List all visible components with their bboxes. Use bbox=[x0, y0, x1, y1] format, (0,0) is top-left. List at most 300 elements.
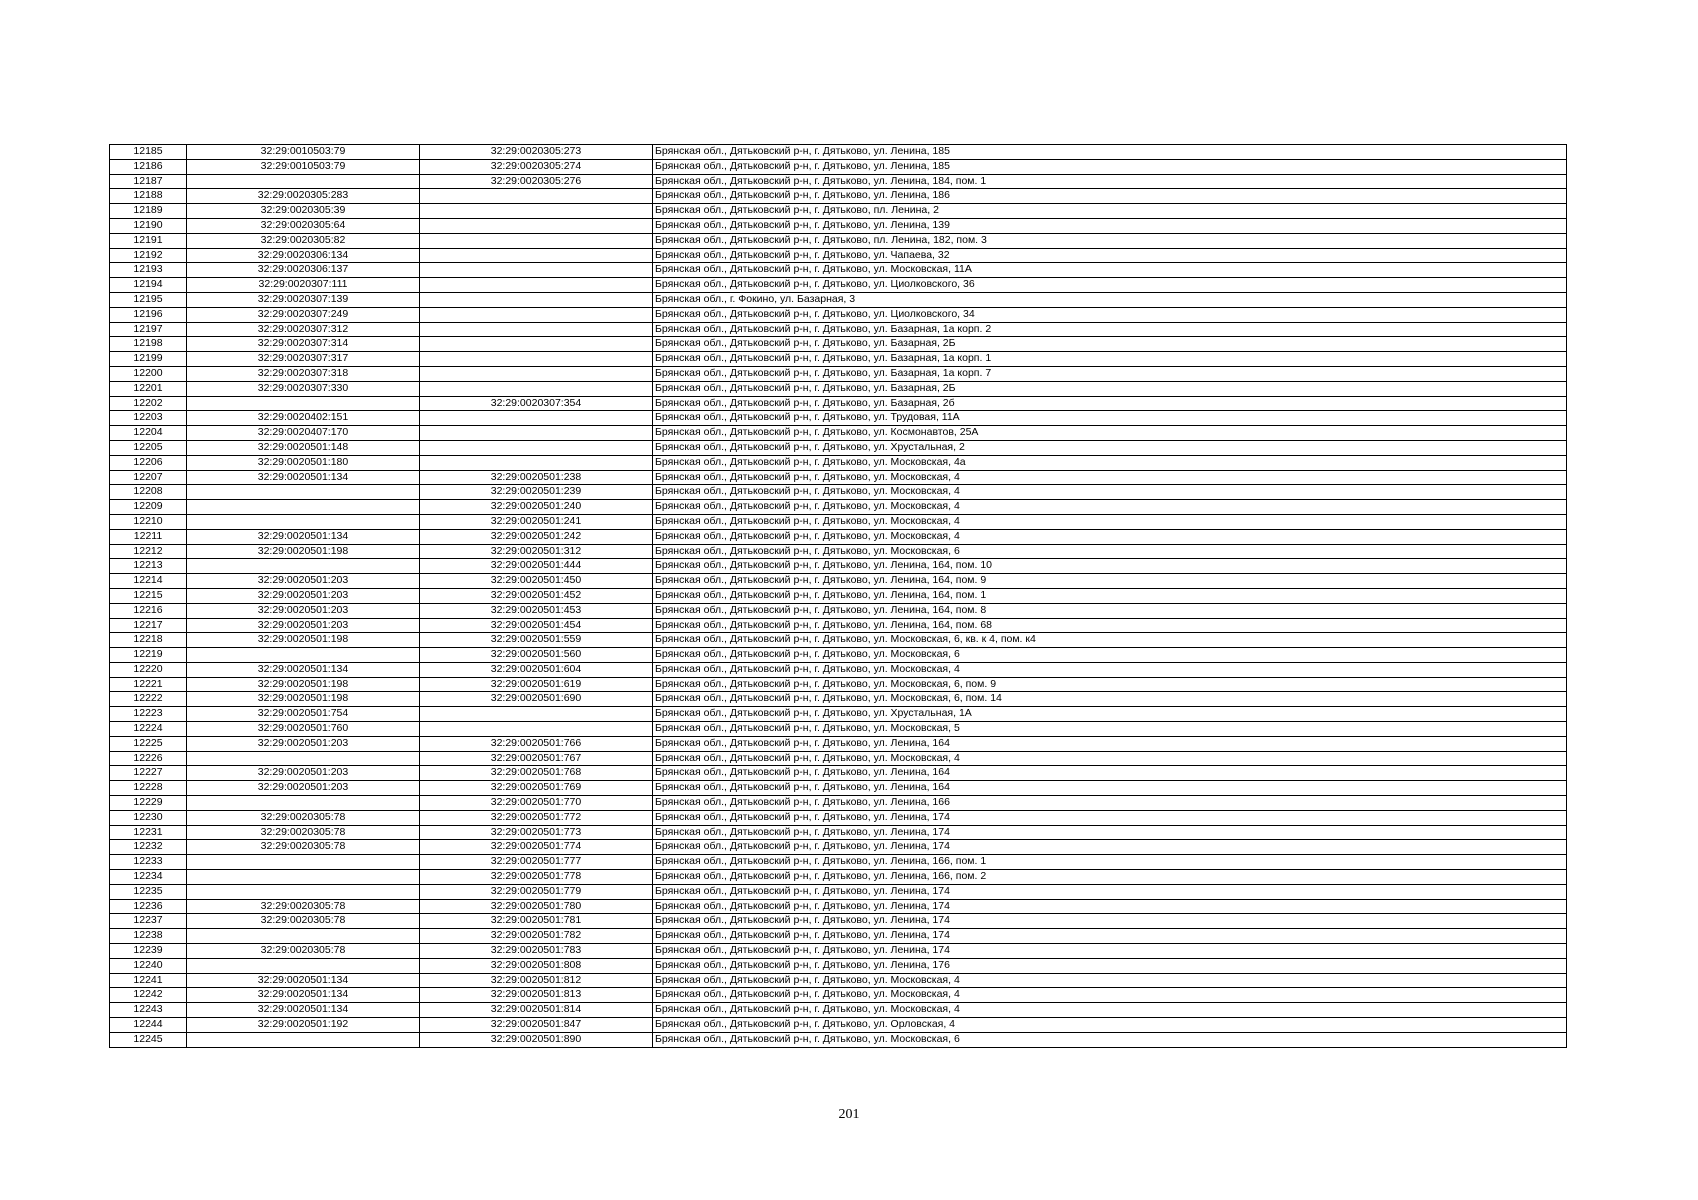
table-row bbox=[110, 485, 1567, 500]
address-cell: Брянская обл., Дятьковский р-н, г. Дятьково, ул. Московская, 4 bbox=[653, 500, 1567, 515]
table-row bbox=[110, 307, 1567, 322]
object-cadastral-number-cell: 32:29:0020501:240 bbox=[420, 500, 653, 515]
table-row bbox=[110, 603, 1567, 618]
land-cadastral-number-cell: 32:29:0020501:134 bbox=[187, 1003, 420, 1018]
table-row bbox=[110, 263, 1567, 278]
address-cell: Брянская обл., Дятьковский р-н, г. Дятьково, ул. Ленина, 139 bbox=[653, 218, 1567, 233]
table-row bbox=[110, 633, 1567, 648]
land-cadastral-number-cell: 32:29:0020307:318 bbox=[187, 366, 420, 381]
object-cadastral-number-cell: 32:29:0020501:781 bbox=[420, 914, 653, 929]
land-cadastral-number-cell: 32:29:0020305:78 bbox=[187, 944, 420, 959]
table-row bbox=[110, 292, 1567, 307]
land-cadastral-number-cell: 32:29:0020307:314 bbox=[187, 337, 420, 352]
table-row bbox=[110, 381, 1567, 396]
land-cadastral-number-cell: 32:29:0020307:111 bbox=[187, 278, 420, 293]
table-row bbox=[110, 218, 1567, 233]
address-cell: Брянская обл., Дятьковский р-н, г. Дятьково, ул. Ленина, 174 bbox=[653, 899, 1567, 914]
land-cadastral-number-cell bbox=[187, 396, 420, 411]
object-cadastral-number-cell: 32:29:0020501:779 bbox=[420, 884, 653, 899]
table-row bbox=[110, 440, 1567, 455]
address-cell: Брянская обл., Дятьковский р-н, г. Дятьково, пл. Ленина, 2 bbox=[653, 204, 1567, 219]
address-cell: Брянская обл., Дятьковский р-н, г. Дятьково, ул. Трудовая, 11А bbox=[653, 411, 1567, 426]
object-cadastral-number-cell bbox=[420, 292, 653, 307]
land-cadastral-number-cell: 32:29:0020306:137 bbox=[187, 263, 420, 278]
table-row bbox=[110, 692, 1567, 707]
table-row bbox=[110, 322, 1567, 337]
object-cadastral-number-cell bbox=[420, 189, 653, 204]
address-cell: Брянская обл., Дятьковский р-н, г. Дятьково, ул. Хрустальная, 2 bbox=[653, 440, 1567, 455]
object-cadastral-number-cell bbox=[420, 411, 653, 426]
land-cadastral-number-cell: 32:29:0020501:148 bbox=[187, 440, 420, 455]
land-cadastral-number-cell: 32:29:0020501:180 bbox=[187, 455, 420, 470]
row-number-cell: 12186 bbox=[110, 159, 187, 174]
row-number-cell: 12242 bbox=[110, 988, 187, 1003]
address-cell: Брянская обл., Дятьковский р-н, г. Дятьково, ул. Базарная, 1а корп. 7 bbox=[653, 366, 1567, 381]
table-row bbox=[110, 233, 1567, 248]
address-cell: Брянская обл., Дятьковский р-н, г. Дятьково, ул. Ленина, 174 bbox=[653, 840, 1567, 855]
row-number-cell: 12215 bbox=[110, 588, 187, 603]
table-row bbox=[110, 736, 1567, 751]
object-cadastral-number-cell: 32:29:0020501:812 bbox=[420, 973, 653, 988]
address-cell: Брянская обл., Дятьковский р-н, г. Дятьково, ул. Московская, 6, пом. 9 bbox=[653, 677, 1567, 692]
table-row bbox=[110, 396, 1567, 411]
address-cell: Брянская обл., Дятьковский р-н, г. Дятьково, ул. Базарная, 2Б bbox=[653, 337, 1567, 352]
row-number-cell: 12232 bbox=[110, 840, 187, 855]
object-cadastral-number-cell: 32:29:0020501:690 bbox=[420, 692, 653, 707]
address-cell: Брянская обл., Дятьковский р-н, г. Дятьково, ул. Московская, 4 bbox=[653, 470, 1567, 485]
land-cadastral-number-cell bbox=[187, 751, 420, 766]
row-number-cell: 12220 bbox=[110, 662, 187, 677]
table-row bbox=[110, 352, 1567, 367]
table-row bbox=[110, 825, 1567, 840]
object-cadastral-number-cell: 32:29:0020501:241 bbox=[420, 514, 653, 529]
row-number-cell: 12187 bbox=[110, 174, 187, 189]
address-cell: Брянская обл., Дятьковский р-н, г. Дятьково, ул. Московская, 6 bbox=[653, 544, 1567, 559]
land-cadastral-number-cell: 32:29:0020305:283 bbox=[187, 189, 420, 204]
table-row bbox=[110, 470, 1567, 485]
row-number-cell: 12226 bbox=[110, 751, 187, 766]
address-cell: Брянская обл., Дятьковский р-н, г. Дятьково, ул. Московская, 6 bbox=[653, 1032, 1567, 1047]
address-cell: Брянская обл., Дятьковский р-н, г. Дятьково, ул. Ленина, 164, пом. 68 bbox=[653, 618, 1567, 633]
row-number-cell: 12233 bbox=[110, 855, 187, 870]
address-cell: Брянская обл., Дятьковский р-н, г. Дятьково, ул. Московская, 4 bbox=[653, 1003, 1567, 1018]
row-number-cell: 12200 bbox=[110, 366, 187, 381]
address-cell: Брянская обл., Дятьковский р-н, г. Дятьково, ул. Ленина, 166 bbox=[653, 796, 1567, 811]
object-cadastral-number-cell: 32:29:0020501:768 bbox=[420, 766, 653, 781]
object-cadastral-number-cell: 32:29:0020501:450 bbox=[420, 574, 653, 589]
row-number-cell: 12203 bbox=[110, 411, 187, 426]
address-cell: Брянская обл., Дятьковский р-н, г. Дятьково, ул. Ленина, 164, пом. 1 bbox=[653, 588, 1567, 603]
land-cadastral-number-cell bbox=[187, 929, 420, 944]
land-cadastral-number-cell bbox=[187, 514, 420, 529]
table-row bbox=[110, 278, 1567, 293]
land-cadastral-number-cell: 32:29:0020501:134 bbox=[187, 662, 420, 677]
object-cadastral-number-cell: 32:29:0020305:274 bbox=[420, 159, 653, 174]
row-number-cell: 12237 bbox=[110, 914, 187, 929]
object-cadastral-number-cell: 32:29:0020501:453 bbox=[420, 603, 653, 618]
land-cadastral-number-cell bbox=[187, 500, 420, 515]
address-cell: Брянская обл., Дятьковский р-н, г. Дятьково, ул. Ленина, 185 bbox=[653, 159, 1567, 174]
object-cadastral-number-cell bbox=[420, 352, 653, 367]
row-number-cell: 12198 bbox=[110, 337, 187, 352]
table-row bbox=[110, 662, 1567, 677]
address-cell: Брянская обл., Дятьковский р-н, г. Дятьково, ул. Ленина, 164 bbox=[653, 736, 1567, 751]
row-number-cell: 12211 bbox=[110, 529, 187, 544]
land-cadastral-number-cell: 32:29:0020305:78 bbox=[187, 914, 420, 929]
register-table-body bbox=[110, 145, 1567, 1048]
address-cell: Брянская обл., Дятьковский р-н, г. Дятьково, пл. Ленина, 182, пом. 3 bbox=[653, 233, 1567, 248]
object-cadastral-number-cell: 32:29:0020501:780 bbox=[420, 899, 653, 914]
object-cadastral-number-cell bbox=[420, 233, 653, 248]
object-cadastral-number-cell bbox=[420, 263, 653, 278]
address-cell: Брянская обл., Дятьковский р-н, г. Дятьково, ул. Московская, 4 bbox=[653, 973, 1567, 988]
address-cell: Брянская обл., Дятьковский р-н, г. Дятьково, ул. Московская, 6, кв. к 4, пом. к4 bbox=[653, 633, 1567, 648]
land-cadastral-number-cell: 32:29:0020306:134 bbox=[187, 248, 420, 263]
address-cell: Брянская обл., Дятьковский р-н, г. Дятьково, ул. Хрустальная, 1А bbox=[653, 707, 1567, 722]
row-number-cell: 12240 bbox=[110, 958, 187, 973]
row-number-cell: 12202 bbox=[110, 396, 187, 411]
address-cell: Брянская обл., Дятьковский р-н, г. Дятьково, ул. Ленина, 186 bbox=[653, 189, 1567, 204]
table-row bbox=[110, 366, 1567, 381]
land-cadastral-number-cell: 32:29:0020305:78 bbox=[187, 825, 420, 840]
table-row bbox=[110, 1003, 1567, 1018]
land-cadastral-number-cell: 32:29:0020501:134 bbox=[187, 529, 420, 544]
address-cell: Брянская обл., Дятьковский р-н, г. Дятьково, ул. Московская, 4 bbox=[653, 514, 1567, 529]
table-row bbox=[110, 751, 1567, 766]
row-number-cell: 12191 bbox=[110, 233, 187, 248]
object-cadastral-number-cell bbox=[420, 278, 653, 293]
land-cadastral-number-cell: 32:29:0020305:78 bbox=[187, 899, 420, 914]
land-cadastral-number-cell bbox=[187, 796, 420, 811]
land-cadastral-number-cell bbox=[187, 855, 420, 870]
row-number-cell: 12234 bbox=[110, 870, 187, 885]
land-cadastral-number-cell: 32:29:0010503:79 bbox=[187, 159, 420, 174]
land-cadastral-number-cell bbox=[187, 1032, 420, 1047]
object-cadastral-number-cell: 32:29:0020501:239 bbox=[420, 485, 653, 500]
object-cadastral-number-cell bbox=[420, 440, 653, 455]
land-cadastral-number-cell: 32:29:0020501:760 bbox=[187, 722, 420, 737]
row-number-cell: 12241 bbox=[110, 973, 187, 988]
row-number-cell: 12219 bbox=[110, 648, 187, 663]
table-row bbox=[110, 796, 1567, 811]
register-table bbox=[109, 144, 1567, 1048]
object-cadastral-number-cell: 32:29:0020501:770 bbox=[420, 796, 653, 811]
land-cadastral-number-cell: 32:29:0020305:39 bbox=[187, 204, 420, 219]
table-row bbox=[110, 722, 1567, 737]
table-row bbox=[110, 870, 1567, 885]
address-cell: Брянская обл., Дятьковский р-н, г. Дятьково, ул. Ленина, 164 bbox=[653, 781, 1567, 796]
object-cadastral-number-cell: 32:29:0020501:777 bbox=[420, 855, 653, 870]
table-row bbox=[110, 781, 1567, 796]
object-cadastral-number-cell bbox=[420, 426, 653, 441]
row-number-cell: 12217 bbox=[110, 618, 187, 633]
row-number-cell: 12209 bbox=[110, 500, 187, 515]
address-cell: Брянская обл., Дятьковский р-н, г. Дятьково, ул. Ленина, 164, пом. 8 bbox=[653, 603, 1567, 618]
land-cadastral-number-cell: 32:29:0020501:203 bbox=[187, 618, 420, 633]
row-number-cell: 12204 bbox=[110, 426, 187, 441]
object-cadastral-number-cell bbox=[420, 722, 653, 737]
address-cell: Брянская обл., Дятьковский р-н, г. Дятьково, ул. Московская, 4 bbox=[653, 529, 1567, 544]
land-cadastral-number-cell: 32:29:0020407:170 bbox=[187, 426, 420, 441]
row-number-cell: 12214 bbox=[110, 574, 187, 589]
row-number-cell: 12194 bbox=[110, 278, 187, 293]
row-number-cell: 12227 bbox=[110, 766, 187, 781]
table-row bbox=[110, 455, 1567, 470]
row-number-cell: 12218 bbox=[110, 633, 187, 648]
object-cadastral-number-cell bbox=[420, 322, 653, 337]
object-cadastral-number-cell bbox=[420, 337, 653, 352]
row-number-cell: 12206 bbox=[110, 455, 187, 470]
table-row bbox=[110, 648, 1567, 663]
table-row bbox=[110, 677, 1567, 692]
row-number-cell: 12245 bbox=[110, 1032, 187, 1047]
address-cell: Брянская обл., Дятьковский р-н, г. Дятьково, ул. Московская, 6, пом. 14 bbox=[653, 692, 1567, 707]
address-cell: Брянская обл., Дятьковский р-н, г. Дятьково, ул. Московская, 4 bbox=[653, 485, 1567, 500]
row-number-cell: 12221 bbox=[110, 677, 187, 692]
object-cadastral-number-cell bbox=[420, 307, 653, 322]
address-cell: Брянская обл., Дятьковский р-н, г. Дятьково, ул. Московская, 4а bbox=[653, 455, 1567, 470]
table-row bbox=[110, 174, 1567, 189]
table-row bbox=[110, 189, 1567, 204]
row-number-cell: 12224 bbox=[110, 722, 187, 737]
land-cadastral-number-cell: 32:29:0020307:312 bbox=[187, 322, 420, 337]
address-cell: Брянская обл., Дятьковский р-н, г. Дятьково, ул. Московская, 4 bbox=[653, 751, 1567, 766]
table-row bbox=[110, 618, 1567, 633]
table-row bbox=[110, 426, 1567, 441]
table-row bbox=[110, 559, 1567, 574]
table-row bbox=[110, 159, 1567, 174]
land-cadastral-number-cell: 32:29:0020501:198 bbox=[187, 692, 420, 707]
row-number-cell: 12223 bbox=[110, 707, 187, 722]
row-number-cell: 12188 bbox=[110, 189, 187, 204]
object-cadastral-number-cell: 32:29:0020501:560 bbox=[420, 648, 653, 663]
address-cell: Брянская обл., Дятьковский р-н, г. Дятьково, ул. Орловская, 4 bbox=[653, 1018, 1567, 1033]
address-cell: Брянская обл., Дятьковский р-н, г. Дятьково, ул. Ленина, 174 bbox=[653, 944, 1567, 959]
address-cell: Брянская обл., Дятьковский р-н, г. Дятьково, ул. Ленина, 185 bbox=[653, 145, 1567, 160]
page-number: 201 bbox=[838, 1107, 860, 1122]
row-number-cell: 12195 bbox=[110, 292, 187, 307]
object-cadastral-number-cell: 32:29:0020501:774 bbox=[420, 840, 653, 855]
address-cell: Брянская обл., Дятьковский р-н, г. Дятьково, ул. Ленина, 174 bbox=[653, 914, 1567, 929]
object-cadastral-number-cell: 32:29:0020501:452 bbox=[420, 588, 653, 603]
address-cell: Брянская обл., Дятьковский р-н, г. Дятьково, ул. Ленина, 176 bbox=[653, 958, 1567, 973]
object-cadastral-number-cell: 32:29:0020307:354 bbox=[420, 396, 653, 411]
address-cell: Брянская обл., Дятьковский р-н, г. Дятьково, ул. Ленина, 164 bbox=[653, 766, 1567, 781]
land-cadastral-number-cell: 32:29:0020305:82 bbox=[187, 233, 420, 248]
address-cell: Брянская обл., Дятьковский р-н, г. Дятьково, ул. Космонавтов, 25А bbox=[653, 426, 1567, 441]
land-cadastral-number-cell: 32:29:0020501:203 bbox=[187, 588, 420, 603]
row-number-cell: 12196 bbox=[110, 307, 187, 322]
object-cadastral-number-cell: 32:29:0020501:559 bbox=[420, 633, 653, 648]
table-row bbox=[110, 929, 1567, 944]
row-number-cell: 12239 bbox=[110, 944, 187, 959]
object-cadastral-number-cell bbox=[420, 248, 653, 263]
land-cadastral-number-cell: 32:29:0020501:203 bbox=[187, 766, 420, 781]
row-number-cell: 12201 bbox=[110, 381, 187, 396]
row-number-cell: 12190 bbox=[110, 218, 187, 233]
table-row bbox=[110, 766, 1567, 781]
address-cell: Брянская обл., Дятьковский р-н, г. Дятьково, ул. Базарная, 1а корп. 1 bbox=[653, 352, 1567, 367]
object-cadastral-number-cell: 32:29:0020501:847 bbox=[420, 1018, 653, 1033]
object-cadastral-number-cell bbox=[420, 366, 653, 381]
land-cadastral-number-cell: 32:29:0020305:78 bbox=[187, 840, 420, 855]
table-row bbox=[110, 411, 1567, 426]
object-cadastral-number-cell bbox=[420, 204, 653, 219]
table-row bbox=[110, 544, 1567, 559]
object-cadastral-number-cell: 32:29:0020501:454 bbox=[420, 618, 653, 633]
object-cadastral-number-cell: 32:29:0020501:783 bbox=[420, 944, 653, 959]
address-cell: Брянская обл., Дятьковский р-н, г. Дятьково, ул. Базарная, 2б bbox=[653, 396, 1567, 411]
row-number-cell: 12244 bbox=[110, 1018, 187, 1033]
object-cadastral-number-cell: 32:29:0020501:772 bbox=[420, 810, 653, 825]
address-cell: Брянская обл., Дятьковский р-н, г. Дятьково, ул. Циолковского, 34 bbox=[653, 307, 1567, 322]
table-row bbox=[110, 988, 1567, 1003]
row-number-cell: 12235 bbox=[110, 884, 187, 899]
table-row bbox=[110, 944, 1567, 959]
land-cadastral-number-cell bbox=[187, 958, 420, 973]
land-cadastral-number-cell bbox=[187, 884, 420, 899]
address-cell: Брянская обл., Дятьковский р-н, г. Дятьково, ул. Ленина, 166, пом. 2 bbox=[653, 870, 1567, 885]
address-cell: Брянская обл., Дятьковский р-н, г. Дятьково, ул. Московская, 4 bbox=[653, 988, 1567, 1003]
land-cadastral-number-cell: 32:29:0020305:78 bbox=[187, 810, 420, 825]
address-cell: Брянская обл., Дятьковский р-н, г. Дятьково, ул. Ленина, 184, пом. 1 bbox=[653, 174, 1567, 189]
land-cadastral-number-cell: 32:29:0020501:203 bbox=[187, 736, 420, 751]
row-number-cell: 12231 bbox=[110, 825, 187, 840]
table-row bbox=[110, 204, 1567, 219]
table-row bbox=[110, 958, 1567, 973]
row-number-cell: 12205 bbox=[110, 440, 187, 455]
row-number-cell: 12193 bbox=[110, 263, 187, 278]
object-cadastral-number-cell: 32:29:0020501:242 bbox=[420, 529, 653, 544]
land-cadastral-number-cell: 32:29:0020501:192 bbox=[187, 1018, 420, 1033]
address-cell: Брянская обл., Дятьковский р-н, г. Дятьково, ул. Московская, 6 bbox=[653, 648, 1567, 663]
object-cadastral-number-cell: 32:29:0020501:767 bbox=[420, 751, 653, 766]
table-row bbox=[110, 337, 1567, 352]
address-cell: Брянская обл., Дятьковский р-н, г. Дятьково, ул. Базарная, 1а корп. 2 bbox=[653, 322, 1567, 337]
row-number-cell: 12222 bbox=[110, 692, 187, 707]
row-number-cell: 12210 bbox=[110, 514, 187, 529]
table-row bbox=[110, 884, 1567, 899]
table-row bbox=[110, 574, 1567, 589]
land-cadastral-number-cell: 32:29:0020501:198 bbox=[187, 633, 420, 648]
land-cadastral-number-cell bbox=[187, 174, 420, 189]
object-cadastral-number-cell: 32:29:0020305:273 bbox=[420, 145, 653, 160]
address-cell: Брянская обл., Дятьковский р-н, г. Дятьково, ул. Чапаева, 32 bbox=[653, 248, 1567, 263]
table-row bbox=[110, 500, 1567, 515]
row-number-cell: 12228 bbox=[110, 781, 187, 796]
object-cadastral-number-cell: 32:29:0020501:808 bbox=[420, 958, 653, 973]
object-cadastral-number-cell: 32:29:0020501:782 bbox=[420, 929, 653, 944]
address-cell: Брянская обл., Дятьковский р-н, г. Дятьково, ул. Ленина, 174 bbox=[653, 929, 1567, 944]
land-cadastral-number-cell: 32:29:0020307:249 bbox=[187, 307, 420, 322]
row-number-cell: 12230 bbox=[110, 810, 187, 825]
land-cadastral-number-cell bbox=[187, 870, 420, 885]
table-row bbox=[110, 1018, 1567, 1033]
table-row bbox=[110, 899, 1567, 914]
table-row bbox=[110, 145, 1567, 160]
object-cadastral-number-cell: 32:29:0020501:814 bbox=[420, 1003, 653, 1018]
address-cell: Брянская обл., Дятьковский р-н, г. Дятьково, ул. Циолковского, 36 bbox=[653, 278, 1567, 293]
table-row bbox=[110, 973, 1567, 988]
address-cell: Брянская обл., Дятьковский р-н, г. Дятьково, ул. Ленина, 174 bbox=[653, 810, 1567, 825]
row-number-cell: 12192 bbox=[110, 248, 187, 263]
row-number-cell: 12229 bbox=[110, 796, 187, 811]
address-cell: Брянская обл., Дятьковский р-н, г. Дятьково, ул. Московская, 4 bbox=[653, 662, 1567, 677]
land-cadastral-number-cell: 32:29:0020305:64 bbox=[187, 218, 420, 233]
land-cadastral-number-cell: 32:29:0020501:134 bbox=[187, 988, 420, 1003]
object-cadastral-number-cell: 32:29:0020501:773 bbox=[420, 825, 653, 840]
land-cadastral-number-cell: 32:29:0020501:198 bbox=[187, 544, 420, 559]
table-row bbox=[110, 248, 1567, 263]
table-row bbox=[110, 529, 1567, 544]
address-cell: Брянская обл., Дятьковский р-н, г. Дятьково, ул. Ленина, 164, пом. 9 bbox=[653, 574, 1567, 589]
land-cadastral-number-cell: 32:29:0010503:79 bbox=[187, 145, 420, 160]
address-cell: Брянская обл., Дятьковский р-н, г. Дятьково, ул. Ленина, 166, пом. 1 bbox=[653, 855, 1567, 870]
land-cadastral-number-cell bbox=[187, 559, 420, 574]
table-row bbox=[110, 707, 1567, 722]
object-cadastral-number-cell: 32:29:0020501:619 bbox=[420, 677, 653, 692]
row-number-cell: 12207 bbox=[110, 470, 187, 485]
object-cadastral-number-cell bbox=[420, 707, 653, 722]
address-cell: Брянская обл., Дятьковский р-н, г. Дятьково, ул. Ленина, 164, пом. 10 bbox=[653, 559, 1567, 574]
object-cadastral-number-cell bbox=[420, 381, 653, 396]
table-row bbox=[110, 840, 1567, 855]
object-cadastral-number-cell: 32:29:0020501:769 bbox=[420, 781, 653, 796]
table-row bbox=[110, 588, 1567, 603]
object-cadastral-number-cell: 32:29:0020501:766 bbox=[420, 736, 653, 751]
object-cadastral-number-cell: 32:29:0020305:276 bbox=[420, 174, 653, 189]
object-cadastral-number-cell: 32:29:0020501:238 bbox=[420, 470, 653, 485]
land-cadastral-number-cell bbox=[187, 648, 420, 663]
object-cadastral-number-cell: 32:29:0020501:778 bbox=[420, 870, 653, 885]
land-cadastral-number-cell: 32:29:0020501:754 bbox=[187, 707, 420, 722]
address-cell: Брянская обл., Дятьковский р-н, г. Дятьково, ул. Ленина, 174 bbox=[653, 884, 1567, 899]
row-number-cell: 12238 bbox=[110, 929, 187, 944]
object-cadastral-number-cell: 32:29:0020501:444 bbox=[420, 559, 653, 574]
address-cell: Брянская обл., г. Фокино, ул. Базарная, 3 bbox=[653, 292, 1567, 307]
table-row bbox=[110, 810, 1567, 825]
object-cadastral-number-cell: 32:29:0020501:890 bbox=[420, 1032, 653, 1047]
row-number-cell: 12225 bbox=[110, 736, 187, 751]
land-cadastral-number-cell: 32:29:0020307:330 bbox=[187, 381, 420, 396]
land-cadastral-number-cell: 32:29:0020501:198 bbox=[187, 677, 420, 692]
table-row bbox=[110, 514, 1567, 529]
row-number-cell: 12216 bbox=[110, 603, 187, 618]
row-number-cell: 12243 bbox=[110, 1003, 187, 1018]
address-cell: Брянская обл., Дятьковский р-н, г. Дятьково, ул. Московская, 11А bbox=[653, 263, 1567, 278]
object-cadastral-number-cell: 32:29:0020501:813 bbox=[420, 988, 653, 1003]
land-cadastral-number-cell: 32:29:0020501:203 bbox=[187, 603, 420, 618]
address-cell: Брянская обл., Дятьковский р-н, г. Дятьково, ул. Ленина, 174 bbox=[653, 825, 1567, 840]
row-number-cell: 12208 bbox=[110, 485, 187, 500]
land-cadastral-number-cell: 32:29:0020307:139 bbox=[187, 292, 420, 307]
row-number-cell: 12185 bbox=[110, 145, 187, 160]
address-cell: Брянская обл., Дятьковский р-н, г. Дятьково, ул. Московская, 5 bbox=[653, 722, 1567, 737]
row-number-cell: 12199 bbox=[110, 352, 187, 367]
object-cadastral-number-cell bbox=[420, 455, 653, 470]
address-cell: Брянская обл., Дятьковский р-н, г. Дятьково, ул. Базарная, 2Б bbox=[653, 381, 1567, 396]
land-cadastral-number-cell bbox=[187, 485, 420, 500]
object-cadastral-number-cell: 32:29:0020501:312 bbox=[420, 544, 653, 559]
row-number-cell: 12213 bbox=[110, 559, 187, 574]
table-row bbox=[110, 1032, 1567, 1047]
object-cadastral-number-cell: 32:29:0020501:604 bbox=[420, 662, 653, 677]
land-cadastral-number-cell: 32:29:0020501:134 bbox=[187, 973, 420, 988]
table-row bbox=[110, 914, 1567, 929]
land-cadastral-number-cell: 32:29:0020402:151 bbox=[187, 411, 420, 426]
land-cadastral-number-cell: 32:29:0020307:317 bbox=[187, 352, 420, 367]
row-number-cell: 12189 bbox=[110, 204, 187, 219]
